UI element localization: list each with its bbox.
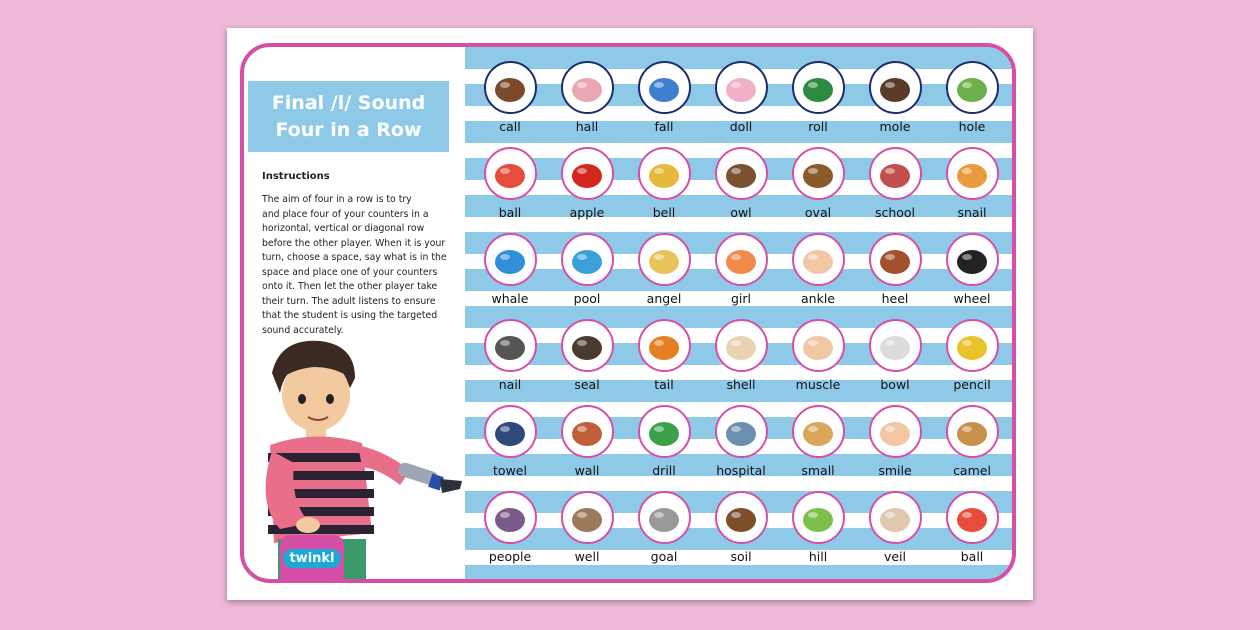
picture-word: doll xyxy=(729,119,753,134)
picture-circle[interactable] xyxy=(869,491,922,544)
grid-cell-goal[interactable] xyxy=(633,491,695,573)
picture-circle[interactable] xyxy=(638,147,691,200)
picture-circle[interactable] xyxy=(484,405,537,458)
grid-cell-hill[interactable] xyxy=(787,491,849,573)
instructions-line: The aim of four in a row is to try xyxy=(262,194,412,205)
grid-cell-smile[interactable] xyxy=(864,405,926,487)
picture-circle[interactable] xyxy=(715,319,768,372)
picture-circle[interactable] xyxy=(561,405,614,458)
instructions-line: space and place one of your counters xyxy=(262,266,438,278)
shell-icon xyxy=(721,326,761,366)
picture-circle[interactable] xyxy=(484,319,537,372)
picture-circle[interactable] xyxy=(561,61,614,114)
picture-circle[interactable] xyxy=(484,147,537,200)
grid-cell-camel[interactable] xyxy=(941,405,1003,487)
grid-cell-veil[interactable] xyxy=(864,491,926,573)
picture-circle[interactable] xyxy=(792,319,845,372)
well-icon xyxy=(567,498,607,538)
picture-word: school xyxy=(874,205,916,220)
picture-word: bowl xyxy=(880,377,910,392)
grid-cell-doll[interactable] xyxy=(710,61,772,143)
instructions-line: turn, choose a space, say what is in the xyxy=(262,252,447,263)
picture-word: hole xyxy=(958,119,986,134)
grid-cell-roll[interactable] xyxy=(787,61,849,143)
picture-word: call xyxy=(499,119,521,134)
smile-icon xyxy=(875,412,915,452)
grid-cell-snail[interactable] xyxy=(941,147,1003,229)
picture-circle[interactable] xyxy=(715,233,768,286)
picture-word: seal xyxy=(574,377,600,392)
picture-circle[interactable] xyxy=(792,147,845,200)
grid-cell-ball[interactable] xyxy=(479,147,541,229)
grid-cell-drill[interactable] xyxy=(633,405,695,487)
owl-icon xyxy=(721,154,761,194)
picture-word: bell xyxy=(652,205,676,220)
beach-ball-icon xyxy=(490,154,530,194)
picture-word: tail xyxy=(654,377,674,392)
grid-cell-owl[interactable] xyxy=(710,147,772,229)
picture-circle[interactable] xyxy=(561,491,614,544)
grid-cell-wheel[interactable] xyxy=(941,233,1003,315)
picture-circle[interactable] xyxy=(869,233,922,286)
title-line-2: Four in a Row xyxy=(275,118,422,141)
mole-icon xyxy=(875,68,915,108)
picture-circle[interactable] xyxy=(484,61,537,114)
grid-cell-fall[interactable] xyxy=(633,61,695,143)
people-icon xyxy=(490,498,530,538)
tail-icon xyxy=(644,326,684,366)
grid-cell-ankle[interactable] xyxy=(787,233,849,315)
picture-word: camel xyxy=(953,463,991,478)
grid-cell-muscle[interactable] xyxy=(787,319,849,401)
picture-word: apple xyxy=(569,205,605,220)
picture-circle[interactable] xyxy=(638,61,691,114)
oval-icon xyxy=(798,154,838,194)
game-sheet xyxy=(227,28,1033,600)
picture-circle[interactable] xyxy=(946,147,999,200)
picture-circle[interactable] xyxy=(792,61,845,114)
grid-cell-well[interactable] xyxy=(556,491,618,573)
picture-circle[interactable] xyxy=(946,405,999,458)
picture-word: hill xyxy=(808,549,828,564)
picture-circle[interactable] xyxy=(946,319,999,372)
bell-icon xyxy=(644,154,684,194)
picture-circle[interactable] xyxy=(484,491,537,544)
grid-cell-mole[interactable] xyxy=(864,61,926,143)
instructions-line: and place four of your counters in a xyxy=(262,208,429,220)
picture-word: ball xyxy=(498,205,522,220)
veil-icon xyxy=(875,498,915,538)
hill-icon xyxy=(798,498,838,538)
picture-word: hospital xyxy=(716,463,766,478)
grid-cell-towel[interactable] xyxy=(479,405,541,487)
seal-icon xyxy=(567,326,607,366)
picture-circle[interactable] xyxy=(715,61,768,114)
boy-falling-icon xyxy=(644,68,684,108)
picture-circle[interactable] xyxy=(946,491,999,544)
picture-circle[interactable] xyxy=(869,319,922,372)
picture-circle[interactable] xyxy=(869,147,922,200)
picture-word: drill xyxy=(652,463,676,478)
picture-word: well xyxy=(574,549,600,564)
grid-cell-ball[interactable] xyxy=(941,491,1003,573)
drill-icon xyxy=(644,412,684,452)
instructions-text xyxy=(262,193,457,338)
picture-circle[interactable] xyxy=(638,491,691,544)
grid-cell-bell[interactable] xyxy=(633,147,695,229)
grid-cell-seal[interactable] xyxy=(556,319,618,401)
picture-circle[interactable] xyxy=(869,405,922,458)
beach-ball-icon xyxy=(952,498,992,538)
picture-circle[interactable] xyxy=(715,147,768,200)
picture-word: small xyxy=(801,463,835,478)
picture-word: soil xyxy=(730,549,752,564)
picture-word: angel xyxy=(646,291,682,306)
picture-word: pool xyxy=(573,291,601,306)
instructions-line: before the other player. When it is your xyxy=(262,237,446,249)
bowl-icon xyxy=(875,326,915,366)
grid-cell-shell[interactable] xyxy=(710,319,772,401)
picture-word: wheel xyxy=(953,291,991,306)
grid-cell-call[interactable] xyxy=(479,61,541,143)
grid-cell-apple[interactable] xyxy=(556,147,618,229)
soil-icon xyxy=(721,498,761,538)
grid-cell-pencil[interactable] xyxy=(941,319,1003,401)
twinkl-logo xyxy=(280,535,344,581)
wheel-icon xyxy=(952,240,992,280)
grid-cell-bowl[interactable] xyxy=(864,319,926,401)
grid-cell-whale[interactable] xyxy=(479,233,541,315)
grid-cell-nail[interactable] xyxy=(479,319,541,401)
picture-word: snail xyxy=(957,205,987,220)
instructions-line: onto it. Then let the other player take xyxy=(262,281,438,292)
picture-word: muscle xyxy=(795,377,841,392)
boy-rolling-ball-icon xyxy=(798,68,838,108)
muscle-icon xyxy=(798,326,838,366)
snail-icon xyxy=(952,154,992,194)
picture-circle[interactable] xyxy=(561,319,614,372)
picture-circle[interactable] xyxy=(869,61,922,114)
school-icon xyxy=(875,154,915,194)
ankle-icon xyxy=(798,240,838,280)
whale-icon xyxy=(490,240,530,280)
grid-cell-angel[interactable] xyxy=(633,233,695,315)
instructions-line: horizontal, vertical or diagonal row xyxy=(262,223,425,234)
picture-circle[interactable] xyxy=(946,61,999,114)
title-line-1: Final /l/ Sound xyxy=(271,91,426,114)
small-dogs-icon xyxy=(798,412,838,452)
grid-cell-heel[interactable] xyxy=(864,233,926,315)
picture-circle[interactable] xyxy=(792,233,845,286)
picture-word: heel xyxy=(881,291,909,306)
grid-cell-wall[interactable] xyxy=(556,405,618,487)
picture-circle[interactable] xyxy=(638,233,691,286)
nail-icon xyxy=(490,326,530,366)
picture-word: owl xyxy=(730,205,752,220)
girl-face-icon xyxy=(721,240,761,280)
picture-circle[interactable] xyxy=(638,319,691,372)
title-box xyxy=(248,81,449,152)
doll-icon xyxy=(721,68,761,108)
picture-word: pencil xyxy=(953,377,991,392)
grid-cell-hospital[interactable] xyxy=(710,405,772,487)
picture-word: towel xyxy=(493,463,527,478)
grid-cell-hall[interactable] xyxy=(556,61,618,143)
camel-icon xyxy=(952,412,992,452)
picture-word: people xyxy=(488,549,532,564)
instructions-line: their turn. The adult listens to ensure xyxy=(262,295,436,307)
hallway-icon xyxy=(567,68,607,108)
girl-on-phone-icon xyxy=(490,68,530,108)
picture-word: goal xyxy=(650,549,678,564)
picture-circle[interactable] xyxy=(715,491,768,544)
picture-word: whale xyxy=(491,291,529,306)
picture-word: nail xyxy=(498,377,522,392)
pencil-icon xyxy=(952,326,992,366)
picture-word: veil xyxy=(883,549,907,564)
grid-cell-oval[interactable] xyxy=(787,147,849,229)
grid-cell-soil[interactable] xyxy=(710,491,772,573)
grid-cell-girl[interactable] xyxy=(710,233,772,315)
twinkl-logo-text: twinkl xyxy=(283,549,340,568)
towel-icon xyxy=(490,412,530,452)
grid-cell-people[interactable] xyxy=(479,491,541,573)
picture-word: hall xyxy=(575,119,599,134)
picture-word: girl xyxy=(730,291,752,306)
picture-circle[interactable] xyxy=(792,405,845,458)
instructions-line: that the student is using the targeted xyxy=(262,310,438,321)
grid-cell-hole[interactable] xyxy=(941,61,1003,143)
picture-circle[interactable] xyxy=(561,233,614,286)
picture-circle[interactable] xyxy=(484,233,537,286)
instructions-line: sound accurately. xyxy=(262,324,344,336)
picture-word: fall xyxy=(654,119,674,134)
goal-icon xyxy=(644,498,684,538)
picture-word: smile xyxy=(878,463,912,478)
heel-icon xyxy=(875,240,915,280)
picture-circle[interactable] xyxy=(638,405,691,458)
grid-cell-tail[interactable] xyxy=(633,319,695,401)
apple-icon xyxy=(567,154,607,194)
picture-word: ankle xyxy=(801,291,835,306)
picture-circle[interactable] xyxy=(792,491,845,544)
angel-icon xyxy=(644,240,684,280)
game-frame xyxy=(240,43,1016,583)
game-board xyxy=(465,47,1016,579)
picture-word: roll xyxy=(808,119,828,134)
picture-word: oval xyxy=(804,205,832,220)
grid-cell-pool[interactable] xyxy=(556,233,618,315)
pool-icon xyxy=(567,240,607,280)
brick-wall-icon xyxy=(567,412,607,452)
grid-cell-school[interactable] xyxy=(864,147,926,229)
picture-word: ball xyxy=(960,549,984,564)
picture-word: shell xyxy=(726,377,756,392)
instructions-heading: Instructions xyxy=(262,171,330,182)
picture-circle[interactable] xyxy=(946,233,999,286)
hospital-icon xyxy=(721,412,761,452)
picture-circle[interactable] xyxy=(561,147,614,200)
picture-word: wall xyxy=(574,463,600,478)
hole-icon xyxy=(952,68,992,108)
grid-cell-small[interactable] xyxy=(787,405,849,487)
picture-word: mole xyxy=(879,119,911,134)
picture-circle[interactable] xyxy=(715,405,768,458)
